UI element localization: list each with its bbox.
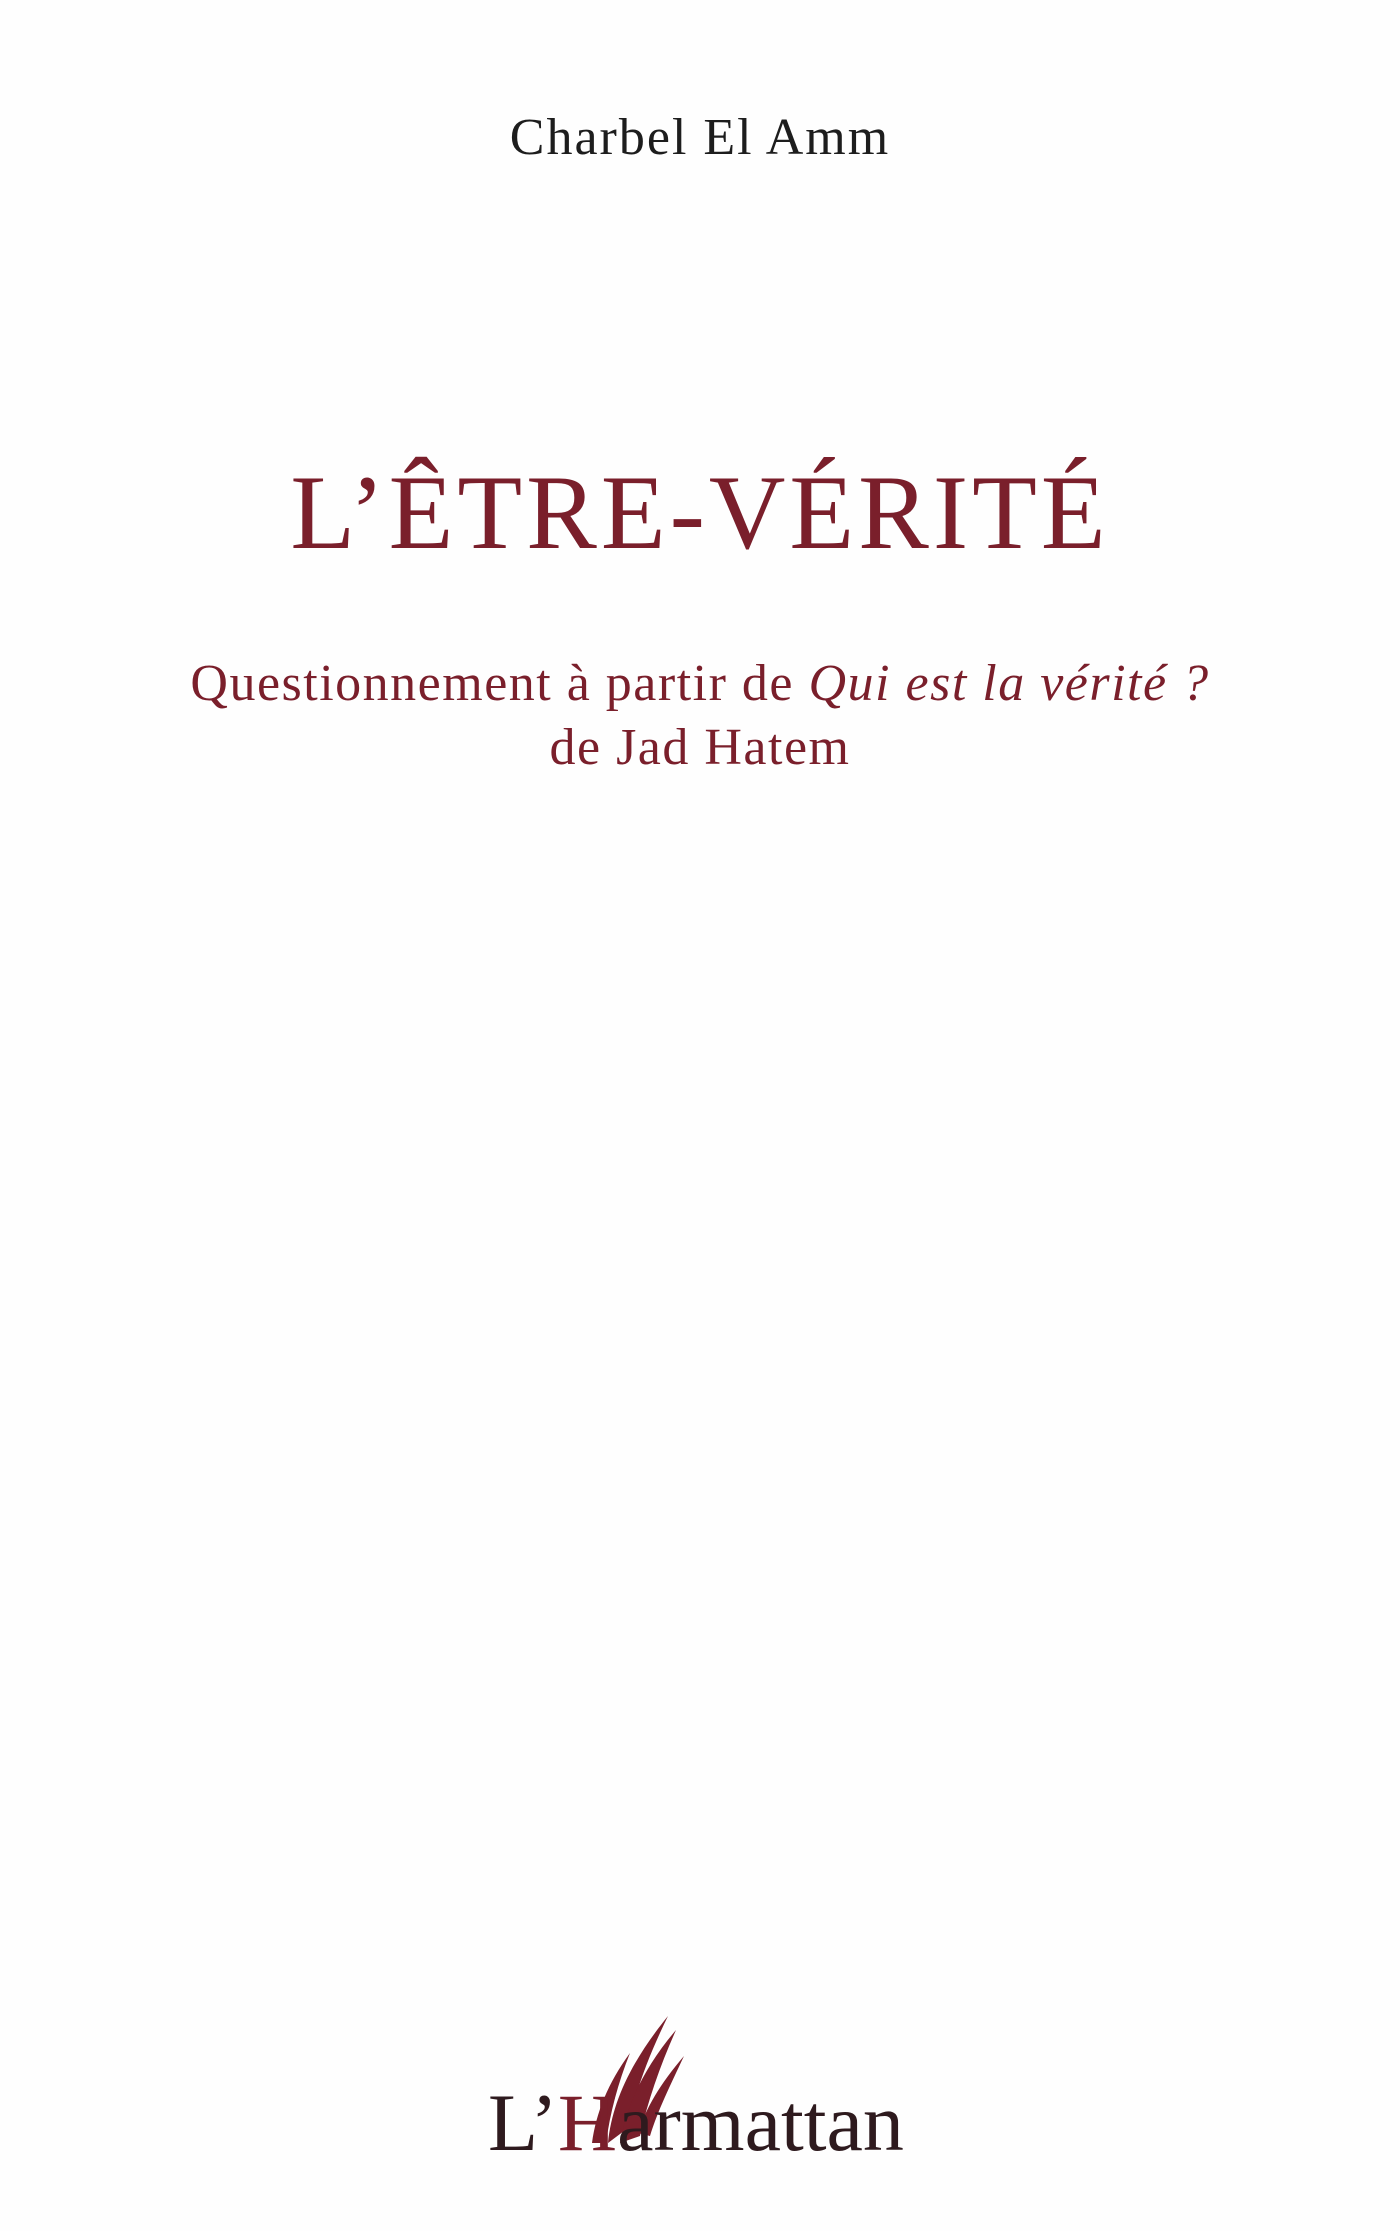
subtitle-plain-text: Questionnement à partir de bbox=[190, 655, 809, 712]
book-subtitle bbox=[0, 652, 1400, 780]
subtitle-italic-text: Qui est la vérité ? bbox=[808, 655, 1210, 712]
wordmark-h: H bbox=[557, 2077, 618, 2168]
publisher-wordmark bbox=[488, 2076, 904, 2170]
wordmark-rest: armattan bbox=[617, 2077, 904, 2168]
wordmark-l: L’ bbox=[488, 2077, 558, 2168]
book-title: L’ÊTRE-VÉRITÉ bbox=[290, 454, 1110, 571]
publisher-logo bbox=[480, 2008, 920, 2168]
author-name: Charbel El Amm bbox=[509, 109, 891, 166]
subtitle-second-line: de Jad Hatem bbox=[549, 719, 851, 776]
